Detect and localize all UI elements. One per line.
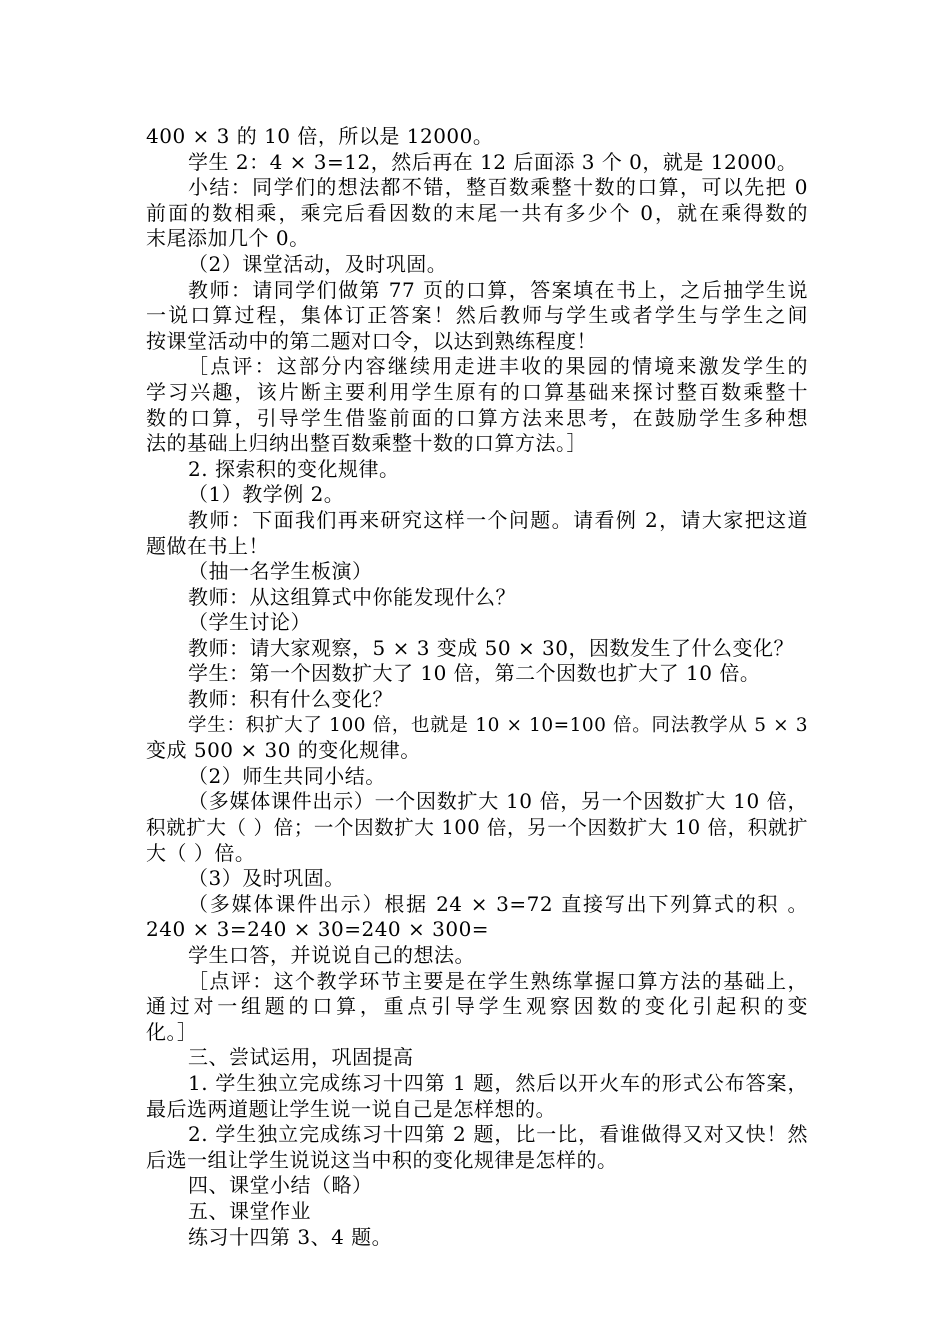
text-line: （抽一名学生板演）: [188, 559, 373, 584]
text-line: 五、课堂作业: [188, 1198, 311, 1223]
text-line: 法的基础上归纳出整百数乘整十数的口算方法。］: [146, 431, 587, 456]
text-line: 学生：积扩大了 100 倍，也就是 10 × 10=100 倍。同法教学从 5 × 3: [188, 714, 808, 736]
text-line: 练习十四第 3、4 题。: [188, 1224, 393, 1249]
text-line: 题做在书上！: [146, 533, 269, 558]
text-line: 末尾添加几个 0。: [146, 226, 310, 251]
text-line: 通过对一组题的口算，重点引导学生观察因数的变化引起积的变: [146, 994, 808, 1019]
text-line: 学生口答，并说说自己的想法。: [188, 943, 475, 967]
text-line: 400 × 3 的 10 倍，所以是 12000。: [146, 124, 494, 148]
text-line: 变成 500 × 30 的变化规律。: [146, 738, 421, 763]
text-line: 积就扩大（ ）倍；一个因数扩大 100 倍，另一个因数扩大 10 倍，积就扩: [146, 816, 808, 840]
text-line: 按课堂活动中的第二题对口令，以达到熟练程度！: [146, 328, 597, 353]
text-line: 教师：请同学们做第 77 页的口算，答案填在书上，之后抽学生说: [188, 277, 808, 302]
text-line: 教师：请大家观察，5 × 3 变成 50 × 30，因数发生了什么变化？: [188, 635, 795, 660]
text-line: 化。］: [146, 1019, 198, 1044]
text-line: 最后选两道题让学生说一说自己是怎样想的。: [146, 1096, 556, 1121]
text-line: （学生讨论）: [188, 610, 311, 635]
text-line: ［点评：这个教学环节主要是在学生熟练掌握口算方法的基础上，: [188, 968, 808, 993]
text-line: （3）及时巩固。: [188, 866, 345, 891]
text-line: 学习兴趣，该片断主要利用学生原有的口算基础来探讨整百数乘整十: [146, 379, 808, 404]
text-line: 大（ ）倍。: [146, 840, 256, 865]
text-line: 后选一组让学生说说这当中积的变化规律是怎样的。: [146, 1147, 618, 1172]
text-line: 学生 2：4 × 3=12，然后再在 12 后面添 3 个 0，就是 12000。: [188, 149, 798, 174]
text-line: 小结：同学们的想法都不错，整百数乘整十数的口算，可以先把 0: [188, 175, 808, 200]
text-line: ［点评：这部分内容继续用走进丰收的果园的情境来激发学生的: [188, 354, 808, 379]
text-line: 240 × 3=240 × 30=240 × 300=: [146, 917, 490, 942]
text-line: 教师：下面我们再来研究这样一个问题。请看例 2，请大家把这道: [188, 507, 808, 532]
text-line: 学生：第一个因数扩大了 10 倍，第二个因数也扩大了 10 倍。: [188, 661, 761, 686]
text-line: （1）教学例 2。: [188, 482, 345, 507]
text-line: （2）课堂活动，及时巩固。: [188, 251, 448, 276]
text-line: 三、尝试运用，巩固提高: [188, 1045, 414, 1070]
text-line: 2. 探索积的变化规律。: [188, 456, 400, 481]
text-line: 前面的数相乘，乘完后看因数的末尾一共有多少个 0，就在乘得数的: [146, 200, 808, 225]
text-line: 1. 学生独立完成练习十四第 1 题，然后以开火车的形式公布答案，: [188, 1070, 808, 1095]
text-line: 数的口算，引导学生借鉴前面的口算方法来思考，在鼓励学生多种想: [146, 405, 808, 430]
text-line: （多媒体课件出示）根据 24 × 3=72 直接写出下列算式的积 。: [188, 891, 808, 916]
text-line: 教师：积有什么变化？: [188, 687, 393, 712]
text-line: 四、课堂小结（略）: [188, 1173, 373, 1198]
text-line: 教师：从这组算式中你能发现什么？: [188, 584, 516, 609]
text-line: 一说口算过程，集体订正答案！然后教师与学生或者学生与学生之间: [146, 303, 808, 328]
document-body: [146, 124, 808, 1250]
text-line: （多媒体课件出示）一个因数扩大 10 倍，另一个因数扩大 10 倍，: [188, 789, 808, 814]
text-line: （2）师生共同小结。: [188, 763, 386, 788]
text-line: 2. 学生独立完成练习十四第 2 题，比一比，看谁做得又对又快！然: [188, 1122, 808, 1147]
